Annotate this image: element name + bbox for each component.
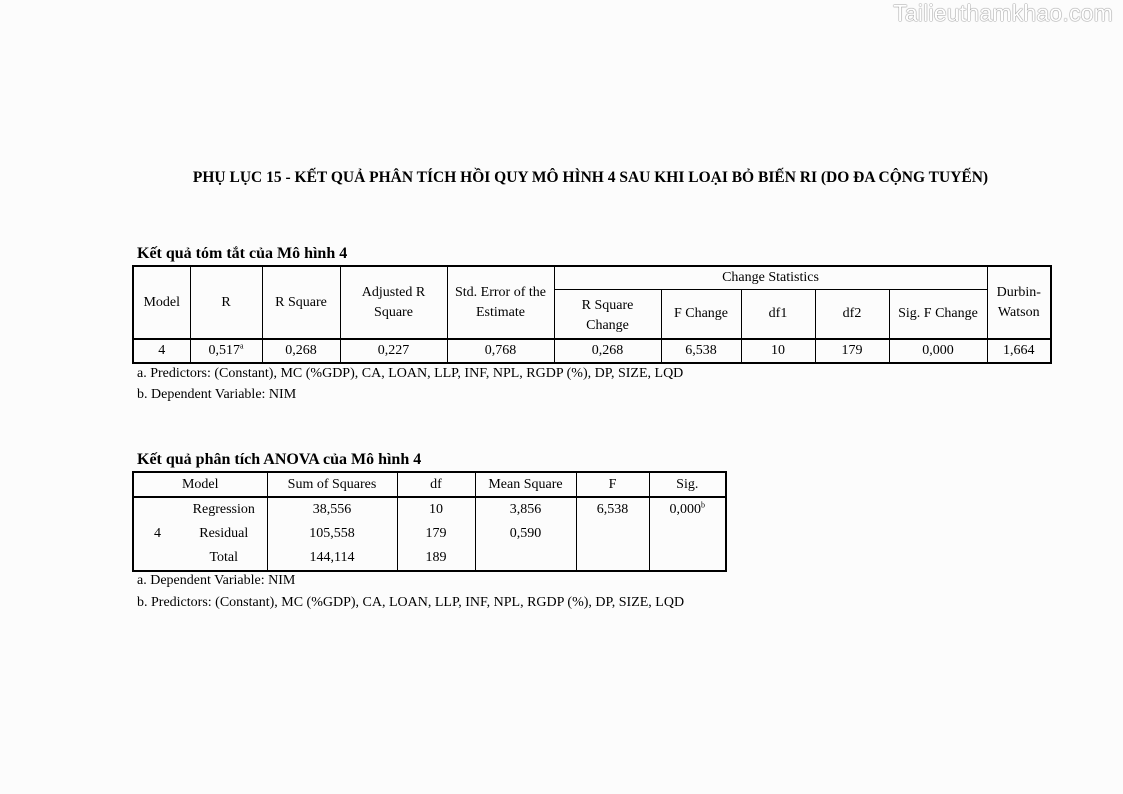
header-durbin-watson-line2: Watson [997, 304, 1040, 320]
header-r-square-change-line2: Change [586, 318, 629, 333]
header-adjusted-r-square [340, 266, 447, 339]
header-durbin-watson-line1: Durbin- [996, 284, 1041, 300]
anova-sum-sq-total: 144,114 [267, 546, 397, 571]
anova-label-regression: Regression [181, 497, 267, 522]
summary-note-a: a. Predictors: (Constant), MC (%GDP), CA, LOAN, LLP, INF, NPL, RGDP (%), DP, SIZE, LQD [137, 366, 684, 381]
header-r-square-change [554, 290, 661, 340]
cell-df2: 179 [815, 339, 889, 363]
header-r-square-change-line1: R Square [581, 298, 634, 313]
anova-label-residual: Residual [181, 522, 267, 546]
header-durbin-watson [987, 266, 1051, 339]
anova-f-value: 6,538 [576, 497, 649, 571]
summary-header-row-1 [133, 266, 1051, 290]
anova-df-residual: 179 [397, 522, 475, 546]
header-sig-f-change: Sig. F Change [889, 290, 987, 340]
page-title: PHỤ LỤC 15 - KẾT QUẢ PHÂN TÍCH HỒI QUY MÔ HÌNH 4 SAU KHI LOẠI BỎ BIẾN RI (DO ĐA CỘNG TUYẾN) [192, 169, 989, 186]
cell-r-footnote: a [239, 341, 244, 351]
header-adjusted-r-line2: Square [374, 304, 413, 320]
watermark: Tailieuthamkhao.com [893, 0, 1113, 26]
header-r: R [190, 266, 262, 339]
anova-sum-sq-regression: 38,556 [267, 497, 397, 522]
header-std-error [447, 266, 554, 339]
anova-df-regression: 10 [397, 497, 475, 522]
anova-header-mean-square: Mean Square [475, 472, 576, 497]
header-r-square: R Square [262, 266, 340, 339]
anova-note-a: a. Dependent Variable: NIM [137, 573, 296, 588]
model-summary-table [132, 265, 1052, 364]
anova-mean-sq-regression: 3,856 [475, 497, 576, 522]
anova-mean-sq-total [475, 546, 576, 571]
cell-r-value: 0,517 [208, 343, 240, 358]
anova-header-sig: Sig. [649, 472, 726, 497]
cell-model: 4 [133, 339, 190, 363]
anova-header-row [133, 472, 726, 497]
summary-data-row [133, 339, 1051, 363]
header-std-error-line1: Std. Error of the [455, 284, 546, 300]
header-df1: df1 [741, 290, 815, 340]
cell-r-square: 0,268 [262, 339, 340, 363]
anova-header-model: Model [133, 472, 267, 497]
header-std-error-line2: Estimate [476, 304, 525, 320]
header-adjusted-r-line1: Adjusted R [361, 284, 426, 300]
anova-df-total: 189 [397, 546, 475, 571]
cell-f-change: 6,538 [661, 339, 741, 363]
anova-model-number: 4 [133, 497, 181, 571]
anova-header-sum-of-squares: Sum of Squares [267, 472, 397, 497]
anova-label-total: Total [181, 546, 267, 571]
anova-mean-sq-residual: 0,590 [475, 522, 576, 546]
anova-sig-value [649, 497, 726, 571]
cell-durbin-watson: 1,664 [987, 339, 1051, 363]
anova-sig-number: 0,000 [669, 502, 701, 517]
cell-df1: 10 [741, 339, 815, 363]
header-df2: df2 [815, 290, 889, 340]
anova-sum-sq-residual: 105,558 [267, 522, 397, 546]
anova-table [132, 471, 727, 572]
anova-header-f: F [576, 472, 649, 497]
anova-sig-footnote: b [701, 500, 705, 510]
anova-row-regression [133, 497, 726, 522]
cell-std-error: 0,768 [447, 339, 554, 363]
cell-r [190, 339, 262, 363]
cell-sig-f-change: 0,000 [889, 339, 987, 363]
header-f-change: F Change [661, 290, 741, 340]
anova-header-df: df [397, 472, 475, 497]
cell-adjusted-r-square: 0,227 [340, 339, 447, 363]
anova-heading: Kết quả phân tích ANOVA của Mô hình 4 [137, 451, 422, 468]
header-change-statistics: Change Statistics [554, 266, 987, 290]
summary-heading: Kết quả tóm tắt của Mô hình 4 [137, 245, 348, 262]
cell-r-square-change: 0,268 [554, 339, 661, 363]
summary-note-b: b. Dependent Variable: NIM [137, 387, 297, 402]
anova-note-b: b. Predictors: (Constant), MC (%GDP), CA, LOAN, LLP, INF, NPL, RGDP (%), DP, SIZE, LQD [137, 595, 685, 610]
header-model: Model [133, 266, 190, 339]
